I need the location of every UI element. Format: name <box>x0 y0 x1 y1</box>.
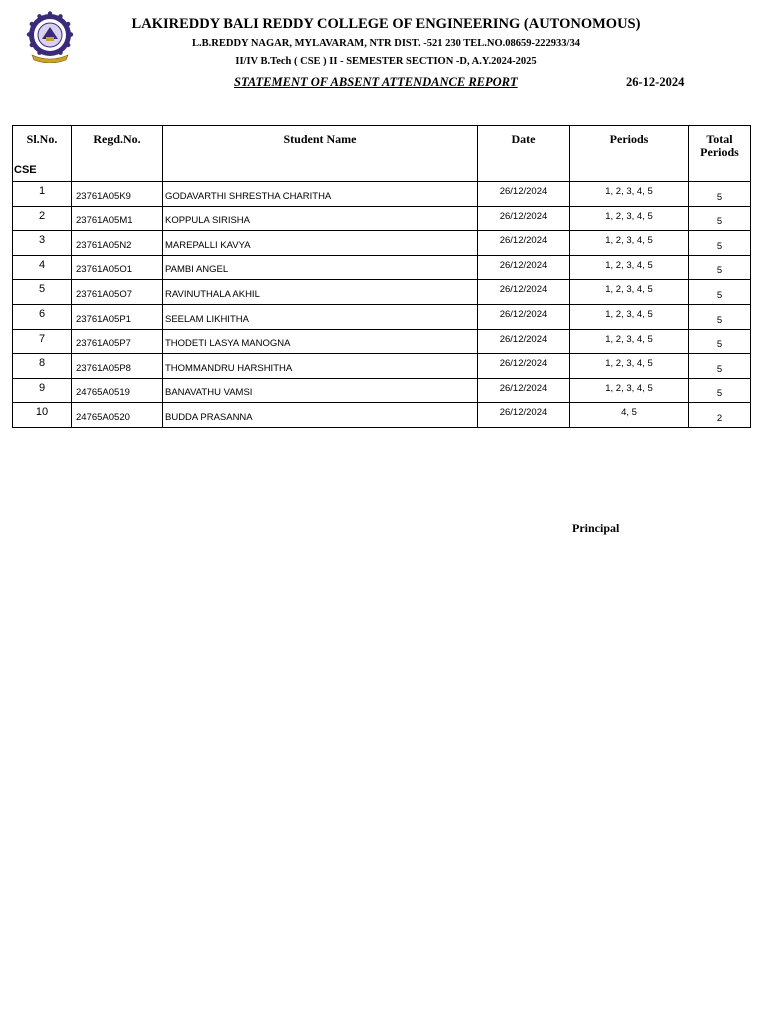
sl-no-cell: 1 <box>13 182 72 207</box>
student-name-cell: RAVINUTHALA AKHIL <box>163 280 478 305</box>
table-row <box>13 378 751 403</box>
table-row <box>13 255 751 280</box>
periods-cell: 1, 2, 3, 4, 5 <box>570 354 689 379</box>
sl-no-cell: 10 <box>13 403 72 428</box>
col-header-total-periods <box>689 126 751 182</box>
date-cell: 26/12/2024 <box>478 231 570 256</box>
regd-no-cell: 24765A0519 <box>72 378 163 403</box>
col-header-date: Date <box>478 126 570 182</box>
date-cell: 26/12/2024 <box>478 329 570 354</box>
regd-no-cell: 23761A05M1 <box>72 206 163 231</box>
periods-cell: 1, 2, 3, 4, 5 <box>570 182 689 207</box>
total-periods-cell: 5 <box>689 182 751 207</box>
total-periods-cell: 5 <box>689 206 751 231</box>
department-label: CSE <box>14 164 37 176</box>
report-date: 26-12-2024 <box>626 75 685 89</box>
sl-no-cell: 7 <box>13 329 72 354</box>
table-row <box>13 403 751 428</box>
table-row <box>13 304 751 329</box>
date-cell: 26/12/2024 <box>478 354 570 379</box>
college-name: LAKIREDDY BALI REDDY COLLEGE OF ENGINEERING (AUTONOMOUS) <box>131 16 641 32</box>
periods-cell: 1, 2, 3, 4, 5 <box>570 280 689 305</box>
sl-no-cell: 6 <box>13 304 72 329</box>
regd-no-cell: 23761A05N2 <box>72 231 163 256</box>
periods-cell: 1, 2, 3, 4, 5 <box>570 378 689 403</box>
student-name-cell: KOPPULA SIRISHA <box>163 206 478 231</box>
total-periods-cell: 5 <box>689 378 751 403</box>
table-row <box>13 182 751 207</box>
table-header-row <box>13 126 751 182</box>
regd-no-cell: 24765A0520 <box>72 403 163 428</box>
absent-attendance-table <box>12 125 751 428</box>
date-cell: 26/12/2024 <box>478 182 570 207</box>
total-periods-cell: 5 <box>689 231 751 256</box>
table-row <box>13 329 751 354</box>
principal-signature-label: Principal <box>572 521 620 535</box>
sl-no-cell: 9 <box>13 378 72 403</box>
table-row <box>13 231 751 256</box>
col-header-total-line2: Periods <box>700 145 739 159</box>
sl-no-cell: 4 <box>13 255 72 280</box>
col-header-sl-no <box>13 126 72 182</box>
periods-cell: 1, 2, 3, 4, 5 <box>570 304 689 329</box>
total-periods-cell: 2 <box>689 403 751 428</box>
table-row <box>13 354 751 379</box>
date-cell: 26/12/2024 <box>478 206 570 231</box>
col-header-periods: Periods <box>570 126 689 182</box>
date-cell: 26/12/2024 <box>478 403 570 428</box>
student-name-cell: THOMMANDRU HARSHITHA <box>163 354 478 379</box>
total-periods-cell: 5 <box>689 280 751 305</box>
date-cell: 26/12/2024 <box>478 280 570 305</box>
sl-no-cell: 5 <box>13 280 72 305</box>
sl-no-cell: 8 <box>13 354 72 379</box>
total-periods-cell: 5 <box>689 329 751 354</box>
student-name-cell: GODAVARTHI SHRESTHA CHARITHA <box>163 182 478 207</box>
periods-cell: 4, 5 <box>570 403 689 428</box>
date-cell: 26/12/2024 <box>478 378 570 403</box>
col-header-regd-no: Regd.No. <box>72 126 163 182</box>
student-name-cell: BANAVATHU VAMSI <box>163 378 478 403</box>
total-periods-cell: 5 <box>689 255 751 280</box>
course-section: II/IV B.Tech ( CSE ) II - SEMESTER SECTION -D, A.Y.2024-2025 <box>235 56 537 67</box>
student-name-cell: PAMBI ANGEL <box>163 255 478 280</box>
regd-no-cell: 23761A05P1 <box>72 304 163 329</box>
regd-no-cell: 23761A05O1 <box>72 255 163 280</box>
date-cell: 26/12/2024 <box>478 304 570 329</box>
report-title: STATEMENT OF ABSENT ATTENDANCE REPORT <box>234 75 518 89</box>
col-header-student-name: Student Name <box>163 126 478 182</box>
regd-no-cell: 23761A05K9 <box>72 182 163 207</box>
periods-cell: 1, 2, 3, 4, 5 <box>570 231 689 256</box>
periods-cell: 1, 2, 3, 4, 5 <box>570 206 689 231</box>
total-periods-cell: 5 <box>689 354 751 379</box>
regd-no-cell: 23761A05P7 <box>72 329 163 354</box>
college-address: L.B.REDDY NAGAR, MYLAVARAM, NTR DIST. -521 230 TEL.NO.08659-222933/34 <box>192 38 580 49</box>
date-cell: 26/12/2024 <box>478 255 570 280</box>
table-row <box>13 206 751 231</box>
sl-no-cell: 3 <box>13 231 72 256</box>
student-name-cell: SEELAM LIKHITHA <box>163 304 478 329</box>
col-header-sl-no-label: Sl.No. <box>26 132 58 146</box>
sl-no-cell: 2 <box>13 206 72 231</box>
regd-no-cell: 23761A05O7 <box>72 280 163 305</box>
col-header-total-line1: Total <box>706 132 733 146</box>
regd-no-cell: 23761A05P8 <box>72 354 163 379</box>
student-name-cell: BUDDA PRASANNA <box>163 403 478 428</box>
table-row <box>13 280 751 305</box>
periods-cell: 1, 2, 3, 4, 5 <box>570 255 689 280</box>
periods-cell: 1, 2, 3, 4, 5 <box>570 329 689 354</box>
total-periods-cell: 5 <box>689 304 751 329</box>
student-name-cell: MAREPALLI KAVYA <box>163 231 478 256</box>
student-name-cell: THODETI LASYA MANOGNA <box>163 329 478 354</box>
